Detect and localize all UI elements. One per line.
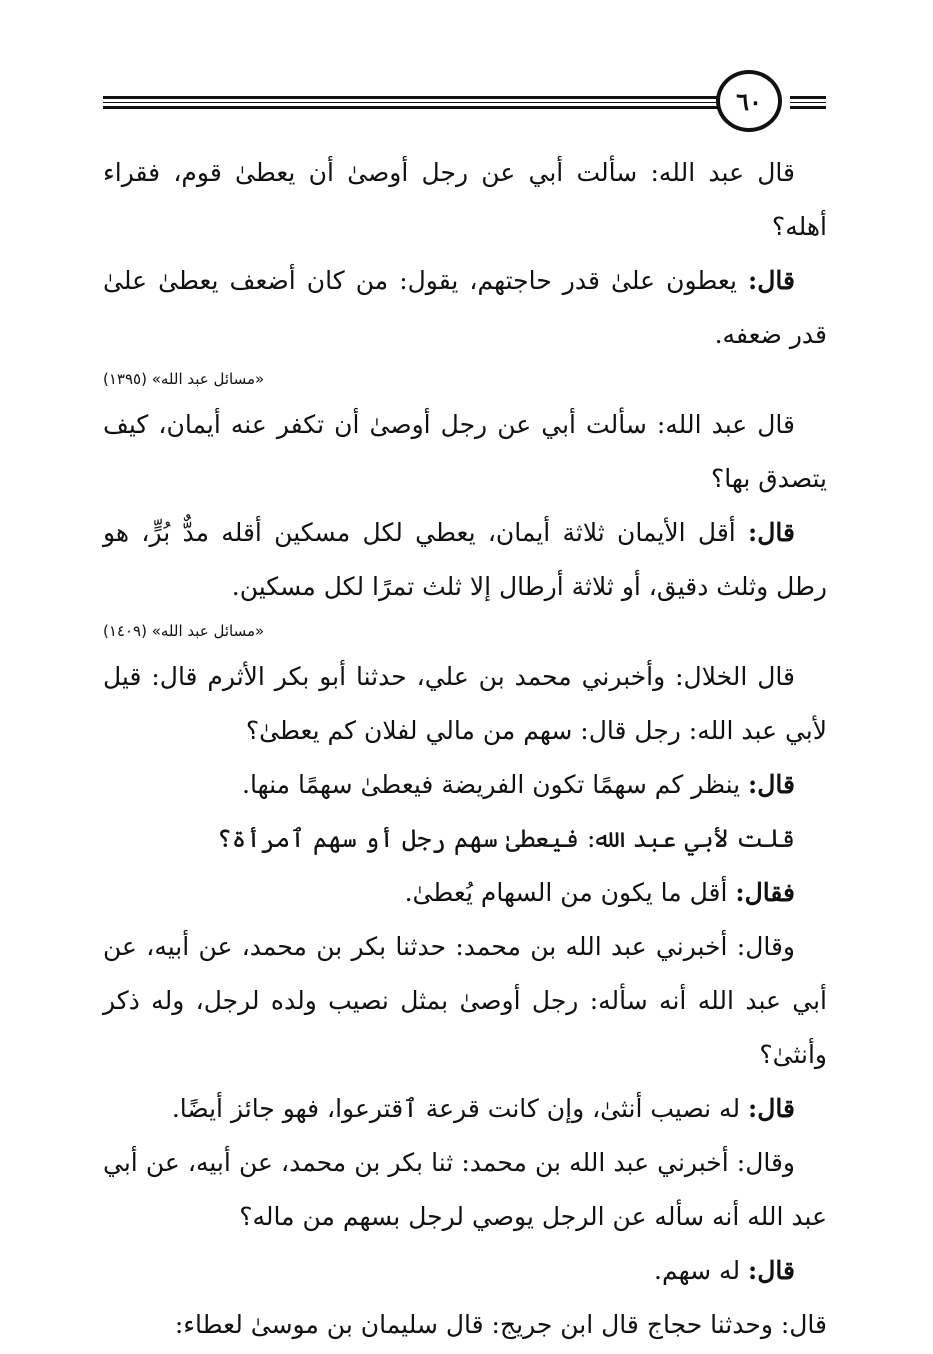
paragraph-text: ينظر كم سهمًا تكون الفريضة فيعطىٰ سهمًا منها.	[242, 770, 749, 799]
paragraph-text: قال عبد الله: سألت أبي عن رجل أوصىٰ أن تكفر عنه أيمان، كيف يتصدق بها؟	[103, 410, 827, 493]
paragraph-text: أقل ما يكون من السهام يُعطىٰ.	[404, 878, 736, 907]
header-rule	[103, 106, 720, 109]
paragraph	[103, 146, 827, 254]
header-rule	[790, 106, 826, 109]
paragraph-text: أقل الأيمان ثلاثة أيمان، يعطي لكل مسكين أقله مدٌّ بُرٍّ، هو رطل وثلث دقيق، أو ثلاثة أرطال إلا ثلث تمرًا لكل مسكين.	[103, 518, 827, 601]
paragraph-text: وقال: أخبرني عبد الله بن محمد: ثنا بكر بن محمد، عن أبيه، عن أبي عبد الله أنه سأله عن الرجل يوصي لرجل بسهم من ماله؟	[103, 1148, 827, 1231]
paragraph	[103, 812, 827, 866]
header-rule	[103, 102, 720, 103]
paragraph	[103, 1136, 827, 1244]
header-rule	[790, 102, 826, 103]
paragraph-text: قلت لأبي عبد الله: فيعطىٰ سهم رجل أو سهم ٱمرأة؟	[217, 824, 795, 853]
paragraph	[103, 866, 827, 920]
page-body	[103, 146, 827, 1352]
paragraph-text: قال: وحدثنا حجاج قال ابن جريج: قال سليمان بن موسىٰ لعطاء:	[174, 1310, 827, 1339]
paragraph	[103, 650, 827, 758]
paragraph-text: يعطون علىٰ قدر حاجتهم، يقول: من كان أضعف يعطىٰ علىٰ قدر ضعفه.	[103, 266, 827, 349]
paragraph-lead: قال:	[748, 518, 795, 547]
paragraph	[103, 1082, 827, 1136]
paragraph	[103, 254, 827, 362]
header-rule	[103, 96, 720, 99]
paragraph-lead: فقال:	[735, 878, 795, 907]
paragraph-lead: قال:	[748, 1256, 795, 1285]
paragraph-lead: قال:	[748, 266, 795, 295]
paragraph	[103, 1244, 827, 1298]
paragraph	[103, 398, 827, 506]
paragraph-lead: قال:	[748, 1094, 795, 1123]
paragraph	[103, 758, 827, 812]
paragraph	[103, 920, 827, 1082]
paragraph-text: له سهم.	[654, 1256, 749, 1285]
paragraph-lead: قال:	[748, 770, 795, 799]
paragraph-text: قال الخلال: وأخبرني محمد بن علي، حدثنا أبو بكر الأثرم قال: قيل لأبي عبد الله: رجل قال: سهم من مالي لفلان كم يعطىٰ؟	[103, 662, 827, 745]
header-rule	[790, 96, 826, 99]
paragraph-text: له نصيب أنثىٰ، وإن كانت قرعة ٱقترعوا، فهو جائز أيضًا.	[171, 1094, 749, 1123]
paragraph	[103, 1298, 827, 1352]
paragraph-text: قال عبد الله: سألت أبي عن رجل أوصىٰ أن يعطىٰ قوم، فقراء أهله؟	[103, 158, 827, 241]
page-number: ٦٠	[716, 70, 782, 132]
citation: «مسائل عبد الله» (١٣٩٥)	[103, 370, 265, 388]
citation: «مسائل عبد الله» (١٤٠٩)	[103, 622, 265, 640]
paragraph-text: وقال: أخبرني عبد الله بن محمد: حدثنا بكر بن محمد، عن أبيه، عن أبي عبد الله أنه سأله: رجل أوصىٰ بمثل نصيب ولده لرجل، وله ذكر وأنثىٰ؟	[103, 932, 827, 1069]
paragraph	[103, 506, 827, 614]
